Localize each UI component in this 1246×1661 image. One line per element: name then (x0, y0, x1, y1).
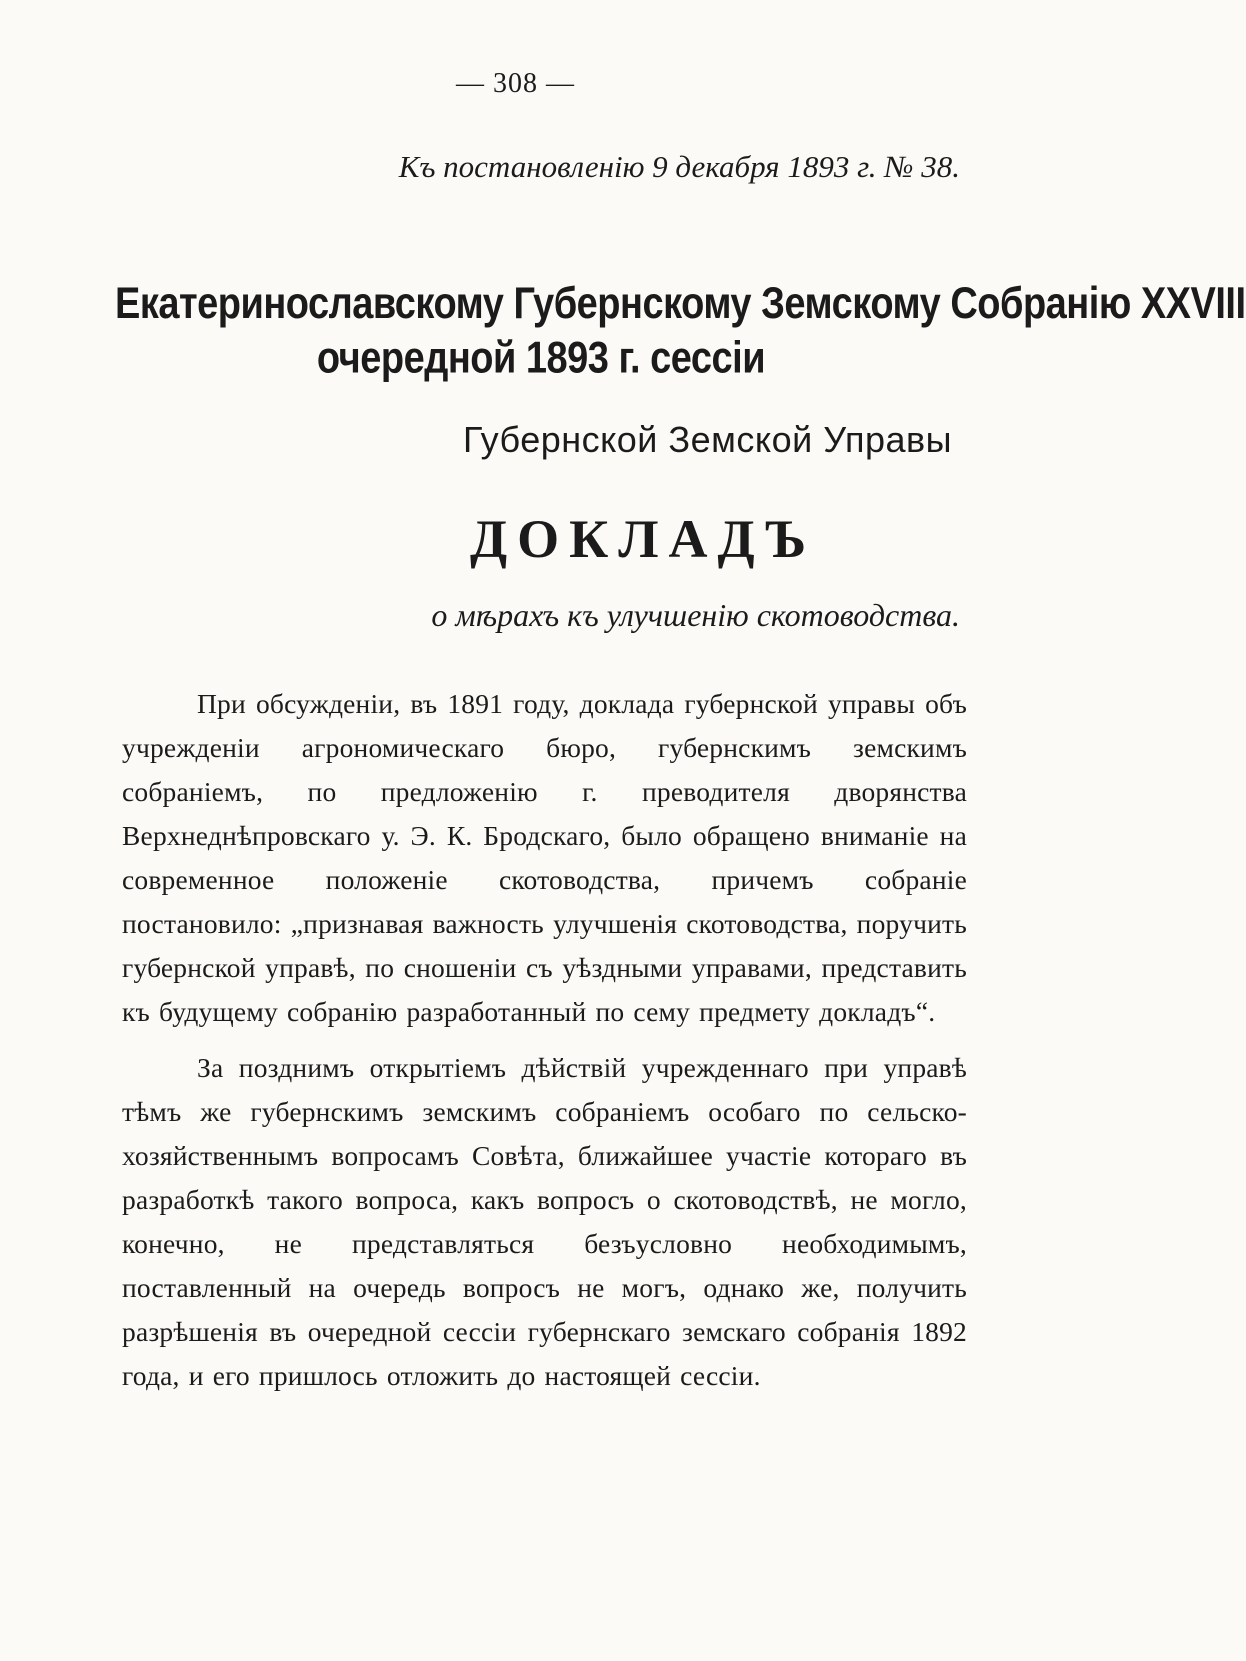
document-type-heading: ДОКЛАДЪ (470, 509, 817, 569)
report-body (122, 682, 967, 1410)
page-number: — 308 — (456, 68, 575, 99)
title-line-1: Екатеринославскому Губернскому Земскому Собранію XXVIII (115, 279, 1246, 329)
issuing-body: Губернской Земской Управы (462, 419, 952, 460)
resolution-reference: Къ постановленію 9 декабря 1893 г. № 38. (398, 149, 960, 184)
title-line-2: очередной 1893 г. сессіи (316, 332, 766, 383)
paragraph-2: За позднимъ открытіемъ дѣйствій учрежденнаго при управѣ тѣмъ же губернскимъ земскимъ собраніемъ особаго по сельско-хозяйственнымъ вопросамъ Совѣта, ближайшее участіе котораго въ разработкѣ такого вопроса, какъ вопросъ о скотоводствѣ, не могло, конечно, не представляться безъусловно необходимымъ, поставленный на очередь вопросъ не могъ, однако же, получить разрѣшенія въ очередной сессіи губернскаго земскаго собранія 1892 года, и его пришлось отложить до настоящей сессіи. (122, 1052, 967, 1391)
paragraph-1: При обсужденіи, въ 1891 году, доклада губернской управы объ учрежденіи агрономическаго бюро, губернскимъ земскимъ собраніемъ, по предложенію г. преводителя дворянства Верхнеднѣпровскаго у. Э. К. Бродскаго, было обращено вниманіе на современное положеніе скотоводства, причемъ собраніе постановило: „признавая важность улучшенія скотоводства, поручить губернской управѣ, по сношеніи съ уѣздными управами, представить къ будущему собранію разработанный по сему предмету докладъ“. (122, 688, 967, 1027)
report-topic: о мѣрахъ къ улучшенію скотоводства. (431, 597, 960, 633)
document-title (115, 278, 1246, 386)
